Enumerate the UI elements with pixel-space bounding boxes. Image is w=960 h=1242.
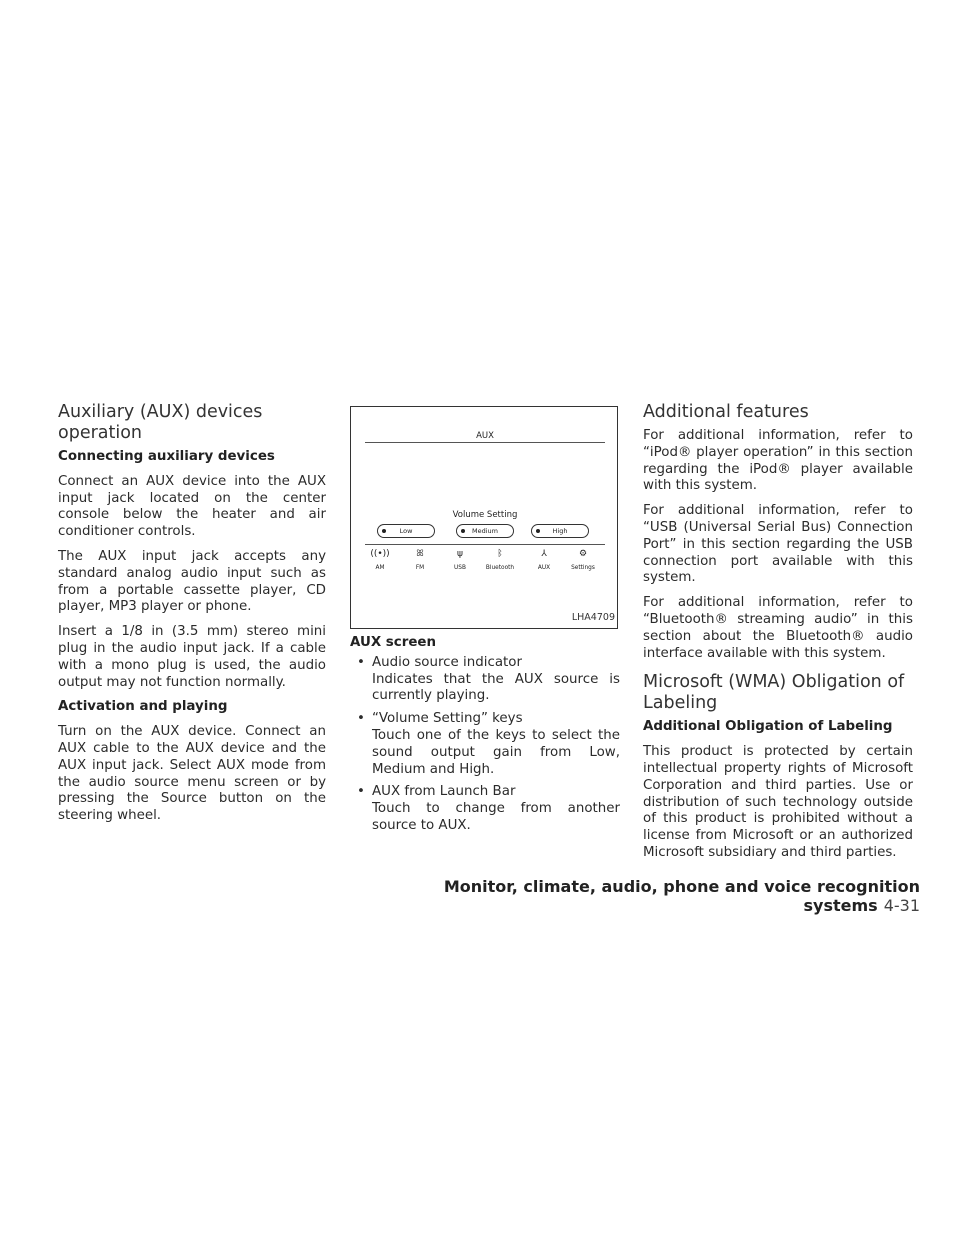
paragraph: For additional information, refer to “Bluetooth® streaming audio” in this section about the Bluetooth® audio interface available with this system. <box>643 595 913 661</box>
launch-bar-label: Bluetooth <box>485 565 515 571</box>
radio-antenna-icon: ((•)) <box>370 549 390 559</box>
item-title: • Audio source indicator <box>372 654 522 670</box>
paragraph: For additional information, refer to “USB (Universal Serial Bus) Connection Port” in this section regarding the USB connection port available with this system. <box>643 503 913 586</box>
paragraph: Connect an AUX device into the AUX input jack located on the center console below the heater and air conditioner controls. <box>58 473 326 540</box>
section-heading-aux: Auxiliary (AUX) devices operation <box>58 402 263 443</box>
aux-plug-icon: ⅄ <box>541 549 547 559</box>
radio-antenna-icon: ꕤ <box>416 549 424 559</box>
volume-setting-title: Volume Setting <box>452 510 518 520</box>
button-label: Medium <box>472 527 498 535</box>
figure-caption: AUX screen <box>350 635 437 650</box>
item-title: • “Volume Setting” keys <box>372 711 523 727</box>
item-title: • AUX from Launch Bar <box>372 784 516 800</box>
paragraph: The AUX input jack accepts any standard analog audio input such as from a portable cassette player, CD player, MP3 player or phone. <box>58 548 326 615</box>
divider <box>365 442 605 443</box>
list-item <box>350 784 620 834</box>
launch-bar-fm[interactable] <box>400 549 440 577</box>
usb-icon: ψ <box>457 549 463 559</box>
subheading-activation: Activation and playing <box>58 699 228 715</box>
middle-column <box>350 406 620 841</box>
page-footer <box>420 877 920 915</box>
paragraph: This product is protected by certain intellectual property rights of Microsoft Corporation and third parties. Use or distribution of such technology outside of this product is prohibited without a license from Microsoft or an authorized Microsoft subsidiary and third parties. <box>643 744 913 860</box>
bluetooth-icon: ᛒ <box>497 549 503 559</box>
section-heading-microsoft: Microsoft (WMA) Obligation of Labeling <box>643 672 905 714</box>
section-heading-additional-features: Additional features <box>643 402 809 422</box>
subheading-connecting: Connecting auxiliary devices <box>58 449 275 464</box>
list-item <box>350 655 620 705</box>
launch-bar-usb[interactable] <box>440 549 480 577</box>
paragraph: Turn on the AUX device. Connect an AUX cable to the AUX device and the AUX input jack. Select AUX mode from the audio source menu screen or by pressing the Source button on the steering wheel. <box>58 724 326 824</box>
aux-screen <box>365 425 605 581</box>
caption-list <box>350 655 620 835</box>
paragraph: Insert a 1/8 in (3.5 mm) stereo mini plug in the audio input jack. If a cable with a mono plug is used, the audio output may not function normally. <box>58 624 326 690</box>
volume-high-button[interactable] <box>531 524 589 538</box>
launch-bar-bluetooth[interactable] <box>480 549 520 577</box>
item-description: Touch one of the keys to select the sound output gain from Low, Medium and High. <box>372 727 620 777</box>
launch-bar-aux[interactable] <box>524 549 564 577</box>
launch-bar-label: Settings <box>571 565 595 571</box>
list-item <box>350 711 620 778</box>
left-column <box>58 402 326 833</box>
launch-bar-settings[interactable] <box>563 549 603 577</box>
screen-title: AUX <box>476 431 494 441</box>
button-label: Low <box>399 527 413 535</box>
launch-bar-label: AM <box>375 565 385 571</box>
figure-code: LHA4709 <box>571 612 615 624</box>
volume-low-button[interactable] <box>377 524 435 538</box>
gear-icon: ⚙ <box>578 549 588 559</box>
page-number: 4-31 <box>883 896 920 915</box>
launch-bar-label: USB <box>454 565 466 571</box>
subheading-obligation: Additional Obligation of Labeling <box>643 719 893 735</box>
volume-medium-button[interactable] <box>456 524 514 538</box>
button-label: High <box>552 527 568 535</box>
divider <box>365 544 605 545</box>
launch-bar-am[interactable] <box>360 549 400 577</box>
footer-section-title: Monitor, climate, audio, phone and voice recognition systems <box>443 877 920 915</box>
launch-bar-label: AUX <box>537 565 551 571</box>
right-column <box>643 402 913 870</box>
item-description: Indicates that the AUX source is currently playing. <box>372 671 620 704</box>
aux-screen-figure <box>350 406 618 629</box>
item-description: Touch to change from another source to AUX. <box>372 801 620 833</box>
paragraph: For additional information, refer to “iPod® player operation” in this section regarding the iPod® player available with this system. <box>643 428 913 494</box>
launch-bar-label: FM <box>415 565 425 571</box>
